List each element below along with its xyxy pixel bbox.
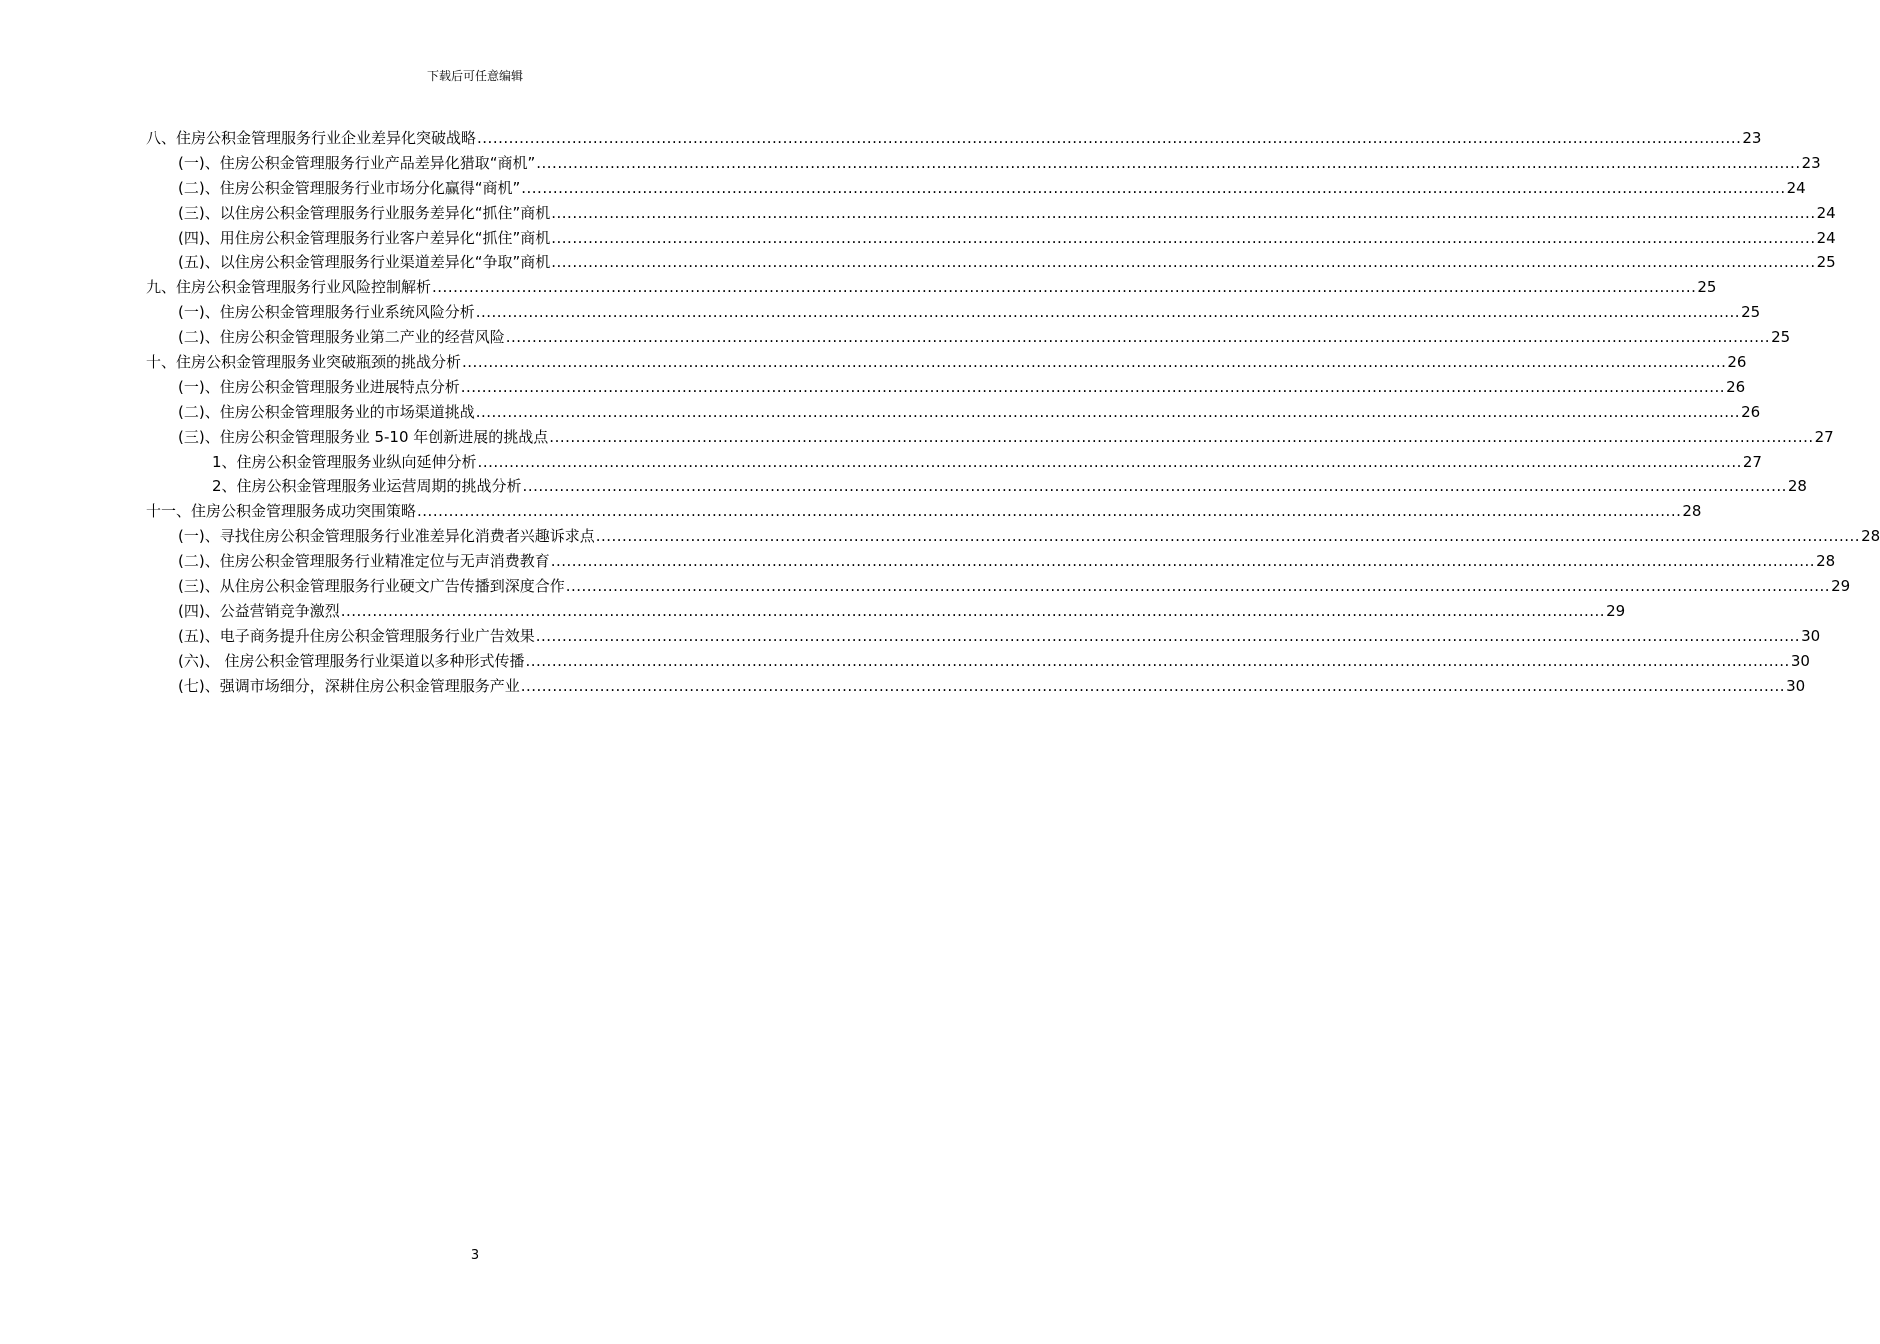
toc-dot-leader — [461, 375, 1725, 400]
toc-dot-leader — [536, 151, 1800, 176]
toc-dot-leader — [551, 201, 1815, 226]
toc-entry-title: (二)、住房公积金管理服务行业市场分化赢得“商机” — [178, 178, 521, 197]
toc-entry[interactable] — [146, 275, 1717, 300]
toc-entry-page: 24 — [1816, 203, 1836, 222]
toc-dot-leader — [477, 126, 1741, 151]
toc-dot-leader — [551, 226, 1815, 251]
toc-entry[interactable] — [146, 201, 1836, 226]
toc-entry[interactable] — [146, 524, 1880, 549]
toc-entry-title: 十一、住房公积金管理服务成功突围策略 — [146, 502, 417, 521]
toc-entry-title: (五)、电子商务提升住房公积金管理服务行业广告效果 — [178, 626, 535, 645]
toc-dot-leader — [417, 499, 1681, 524]
toc-entry-page: 29 — [1831, 577, 1851, 596]
toc-entry-title: (一)、住房公积金管理服务行业产品差异化猎取“商机” — [178, 153, 536, 172]
toc-entry-page: 30 — [1801, 626, 1821, 645]
page-number: 3 — [470, 1248, 480, 1263]
toc-entry-page: 23 — [1742, 129, 1762, 147]
page-header: 下载后可任意编辑 — [426, 69, 523, 83]
toc-entry-page: 30 — [1790, 651, 1810, 670]
toc-dot-leader — [476, 300, 1740, 325]
toc-entry-page: 26 — [1727, 353, 1747, 372]
toc-entry[interactable] — [146, 375, 1746, 400]
toc-entry-page: 24 — [1786, 178, 1806, 197]
toc-entry-title: (七)、强调市场细分，深耕住房公积金管理服务产业 — [178, 676, 520, 695]
toc-dot-leader — [506, 325, 1770, 350]
toc-entry[interactable] — [146, 151, 1821, 176]
toc-entry-title: (四)、公益营销竞争激烈 — [178, 601, 340, 620]
toc-entry-title: 九、住房公积金管理服务行业风险控制解析 — [146, 278, 432, 297]
toc-entry[interactable] — [146, 126, 1762, 151]
toc-entry[interactable] — [146, 450, 1762, 475]
toc-entry-title: 十、住房公积金管理服务业突破瓶颈的挑战分析 — [146, 353, 462, 372]
toc-dot-leader — [478, 450, 1742, 475]
toc-entry-page: 28 — [1816, 552, 1836, 571]
toc-entry-page: 28 — [1861, 527, 1880, 546]
toc-entry[interactable] — [146, 176, 1806, 201]
toc-dot-leader — [551, 250, 1815, 275]
toc-entry[interactable] — [146, 400, 1761, 425]
toc-entry-page: 23 — [1801, 153, 1821, 172]
toc-dot-leader — [432, 275, 1696, 300]
toc-dot-leader — [341, 599, 1605, 624]
toc-entry-page: 29 — [1606, 601, 1626, 620]
toc-entry-page: 26 — [1726, 377, 1746, 396]
toc-entry[interactable] — [146, 350, 1747, 375]
toc-entry[interactable] — [146, 499, 1702, 524]
toc-entry-page: 25 — [1697, 278, 1717, 297]
toc-dot-leader — [549, 425, 1813, 450]
toc-dot-leader — [536, 624, 1800, 649]
toc-entry[interactable] — [146, 649, 1810, 674]
toc-entry-title: 1、住房公积金管理服务业纵向延伸分析 — [212, 452, 477, 471]
table-of-contents — [146, 126, 1880, 698]
toc-entry-page: 25 — [1771, 328, 1791, 347]
toc-dot-leader — [551, 549, 1815, 574]
toc-entry-title: (一)、寻找住房公积金管理服务行业准差异化消费者兴趣诉求点 — [178, 527, 595, 546]
toc-entry-title: (三)、从住房公积金管理服务行业硬文广告传播到深度合作 — [178, 577, 565, 596]
toc-entry-page: 28 — [1682, 502, 1702, 521]
toc-entry-title: (四)、用住房公积金管理服务行业客户差异化“抓住”商机 — [178, 228, 551, 247]
toc-entry[interactable] — [146, 674, 1806, 699]
toc-entry[interactable] — [146, 574, 1851, 599]
toc-entry-title: (二)、住房公积金管理服务行业精准定位与无声消费教育 — [178, 552, 550, 571]
toc-entry-title: (三)、住房公积金管理服务业 5-10 年创新进展的挑战点 — [178, 427, 549, 446]
toc-entry-title: (二)、住房公积金管理服务业的市场渠道挑战 — [178, 402, 475, 421]
toc-entry-page: 24 — [1816, 228, 1836, 247]
toc-entry-page: 27 — [1814, 427, 1834, 446]
toc-entry-title: (六)、 住房公积金管理服务行业渠道以多种形式传播 — [178, 651, 525, 670]
toc-entry-page: 25 — [1741, 303, 1761, 322]
toc-entry-page: 27 — [1742, 452, 1762, 471]
toc-entry[interactable] — [146, 226, 1836, 251]
toc-entry[interactable] — [146, 300, 1761, 325]
toc-entry-title: (五)、以住房公积金管理服务行业渠道差异化“争取”商机 — [178, 253, 551, 272]
toc-dot-leader — [525, 649, 1789, 674]
toc-entry-title: (一)、住房公积金管理服务行业系统风险分析 — [178, 303, 475, 322]
toc-entry-title: (一)、住房公积金管理服务业进展特点分析 — [178, 377, 460, 396]
toc-entry[interactable] — [146, 325, 1791, 350]
toc-entry-page: 25 — [1816, 253, 1836, 272]
toc-entry-title: 八、住房公积金管理服务行业企业差异化突破战略 — [146, 129, 477, 147]
toc-dot-leader — [566, 574, 1830, 599]
toc-entry[interactable] — [146, 599, 1626, 624]
toc-dot-leader — [596, 524, 1860, 549]
toc-dot-leader — [521, 674, 1785, 699]
toc-entry-title: 2、住房公积金管理服务业运营周期的挑战分析 — [212, 477, 522, 496]
toc-entry[interactable] — [146, 425, 1834, 450]
toc-entry-page: 26 — [1741, 402, 1761, 421]
toc-entry-page: 28 — [1787, 477, 1807, 496]
toc-dot-leader — [476, 400, 1740, 425]
toc-entry-title: (二)、住房公积金管理服务业第二产业的经营风险 — [178, 328, 505, 347]
toc-entry[interactable] — [146, 624, 1821, 649]
toc-entry[interactable] — [146, 474, 1807, 499]
toc-entry[interactable] — [146, 250, 1836, 275]
toc-dot-leader — [523, 474, 1787, 499]
toc-entry[interactable] — [146, 549, 1836, 574]
toc-dot-leader — [521, 176, 1785, 201]
toc-entry-title: (三)、以住房公积金管理服务行业服务差异化“抓住”商机 — [178, 203, 551, 222]
toc-entry-page: 30 — [1786, 676, 1806, 695]
toc-dot-leader — [462, 350, 1726, 375]
